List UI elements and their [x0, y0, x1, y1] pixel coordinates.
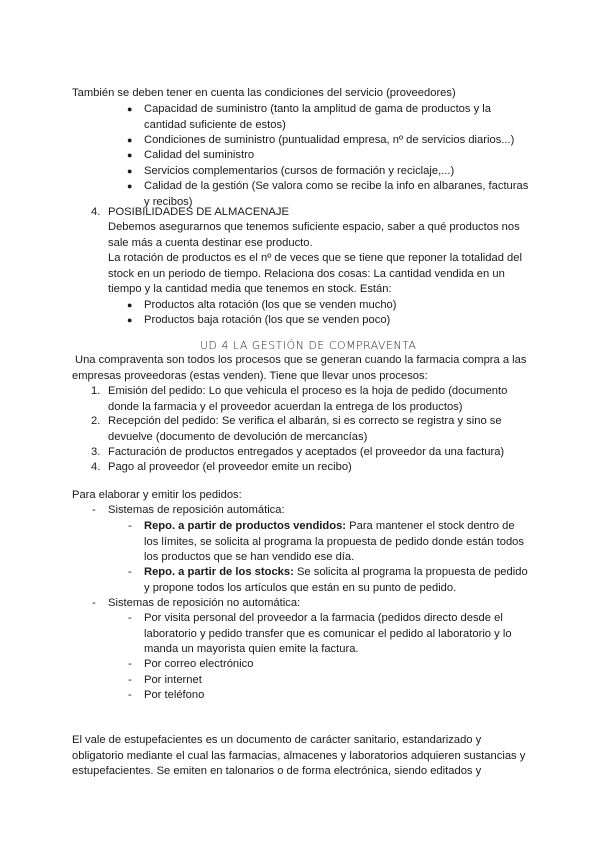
dash-icon: -: [128, 674, 132, 686]
step-text: Emisión del pedido: Lo que vehicula el proceso es la hoja de pedido (documento donde la farmacia y el proveedor acuerdan la entrega de los productos): [108, 385, 508, 413]
dash-icon: -: [128, 520, 132, 532]
step-number: 3.: [91, 446, 101, 458]
step-number: 4.: [91, 461, 101, 473]
list-item: Productos alta rotación (los que se venden mucho): [144, 299, 397, 311]
bullet-icon: ●: [127, 166, 133, 176]
list-item: Servicios complementarios (cursos de formación y reciclaje,...): [144, 165, 455, 177]
auto-systems-title: Sistemas de reposición automática:: [108, 504, 285, 516]
section-intro: También se deben tener en cuenta las condiciones del servicio (proveedores): [72, 87, 456, 99]
bullet-icon: ●: [127, 300, 133, 310]
dash-icon: -: [128, 566, 132, 578]
section-heading: POSIBILIDADES DE ALMACENAJE: [108, 206, 289, 218]
list-item: Por visita personal del proveedor a la farmacia (pedidos directo desde el laboratorio y pedido transfer que es comunicar el pedido al laboratorio y lo manda un mayorista quien emite la factura.: [144, 612, 512, 655]
bullet-icon: ●: [127, 104, 133, 114]
list-item: [144, 519, 524, 566]
step-number: 2.: [91, 415, 101, 427]
item-bold-label: Repo. a partir de los stocks:: [144, 566, 294, 578]
bullet-icon: ●: [127, 150, 133, 160]
item-bold-label: Repo. a partir de productos vendidos:: [144, 520, 347, 532]
storage-paragraph-2: La rotación de productos es el nº de veces que se tiene que reponer la totalidad del stock en un periodo de tiempo. Relaciona dos cosas: La cantidad vendida en un tiempo y la cantidad media que tenemos en stock. Están:: [108, 252, 522, 295]
item-text: Para mantener el stock dentro de los límites, se solicita al programa la propuesta de pedido donde están todos los productos que se han vendido ese día.: [144, 520, 524, 563]
step-text: Facturación de productos entregados y aceptados (el proveedor da una factura): [108, 446, 505, 458]
page-title: UD 4 LA GESTIÓN DE COMPRAVENTA: [200, 339, 417, 352]
dash-icon: -: [128, 612, 132, 624]
list-item: [144, 565, 529, 596]
orders-intro: Para elaborar y emitir los pedidos:: [72, 489, 242, 501]
list-item: Calidad de la gestión (Se valora como se recibe la info en albaranes, facturas y recibos): [144, 180, 529, 208]
list-item: Por correo electrónico: [144, 658, 254, 670]
section-number: 4.: [91, 206, 101, 218]
step-number: 1.: [91, 385, 101, 397]
list-item: Condiciones de suministro (puntualidad empresa, nº de servicios diarios...): [144, 134, 515, 146]
bullet-icon: ●: [127, 135, 133, 145]
dash-icon: -: [128, 658, 132, 670]
list-item: Calidad del suministro: [144, 149, 255, 161]
list-item: Productos baja rotación (los que se venden poco): [144, 314, 391, 326]
narcotics-paragraph: El vale de estupefacientes es un documento de carácter sanitario, estandarizado y obligatorio mediante el cual las farmacias, almacenes y laboratorios adquieren sustancias y estupefacientes. Se emiten en talonarios o de forma electrónica, siendo editados y: [72, 734, 526, 777]
ud4-intro: Una compraventa son todos los procesos que se generan cuando la farmacia compra a las empresas proveedoras (estas venden). Tiene que llevar unos procesos:: [72, 354, 527, 382]
bullet-icon: ●: [127, 315, 133, 325]
list-item: Por teléfono: [144, 689, 205, 701]
dash-icon: -: [128, 689, 132, 701]
step-text: Pago al proveedor (el proveedor emite un recibo): [108, 461, 352, 473]
item-text: Se solicita al programa la propuesta de pedido y propone todos los artículos que están en su punto de pedido.: [144, 566, 528, 594]
manual-systems-title: Sistemas de reposición no automática:: [108, 597, 301, 609]
list-item: Capacidad de suministro (tanto la amplitud de gama de productos y la cantidad suficiente de estos): [144, 103, 492, 131]
list-item: Por internet: [144, 674, 202, 686]
step-text: Recepción del pedido: Se verifica el albarán, si es correcto se registra y sino se devuelve (documento de devolución de mercancías): [108, 415, 502, 443]
dash-icon: -: [92, 504, 96, 516]
bullet-icon: ●: [127, 181, 133, 191]
dash-icon: -: [92, 597, 96, 609]
storage-paragraph-1: Debemos asegurarnos que tenemos suficiente espacio, saber a qué productos nos sale más a cuenta destinar ese producto.: [108, 221, 520, 249]
